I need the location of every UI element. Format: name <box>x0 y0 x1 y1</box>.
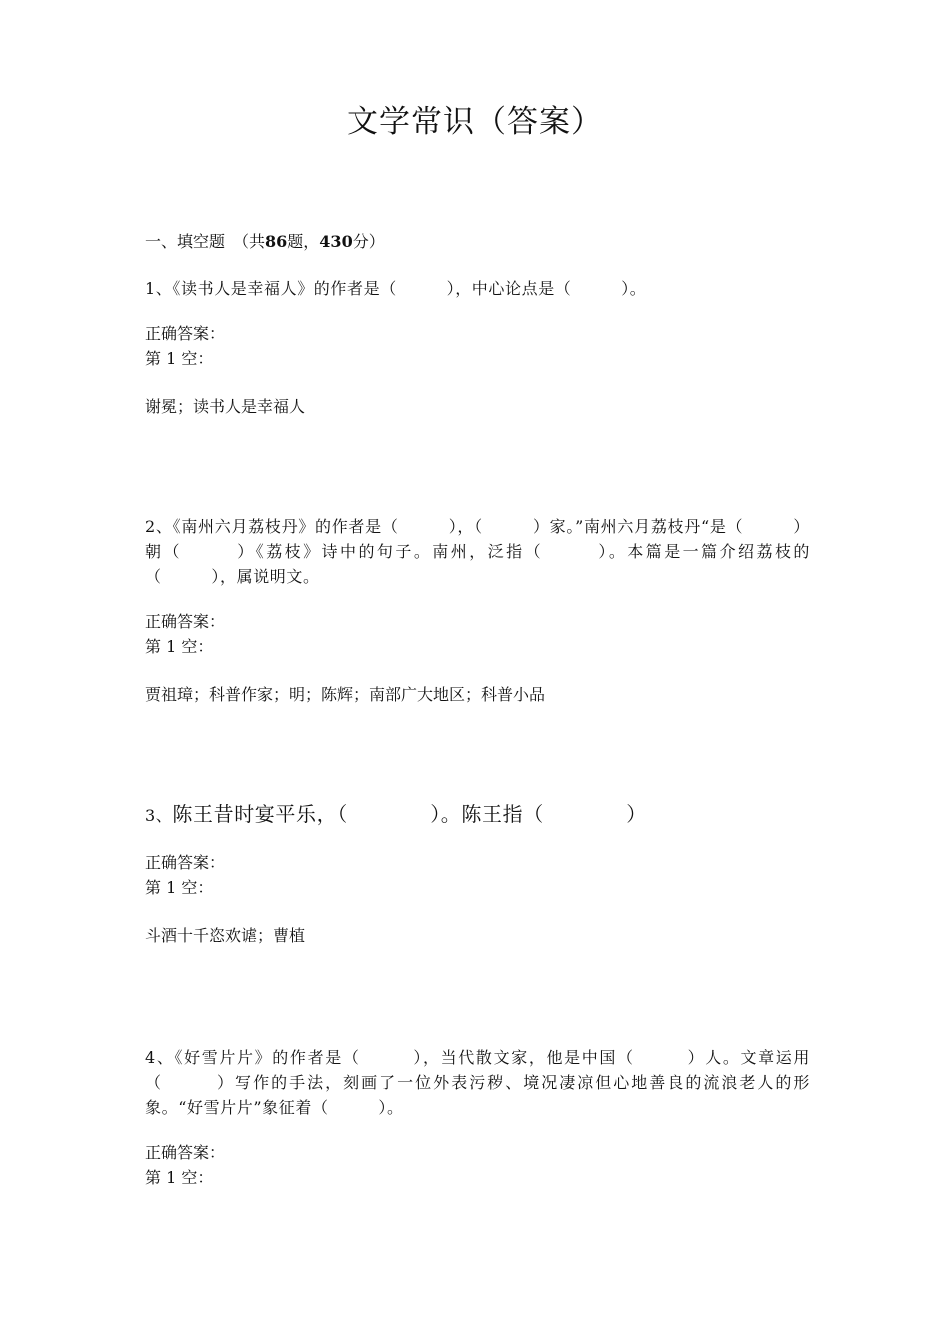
question-text <box>145 514 810 589</box>
page-title: 文学常识（答案） <box>347 104 603 140</box>
question-1 <box>145 276 810 419</box>
answer-label: 正确答案： <box>145 1143 226 1162</box>
blank-label: 第 1 空： <box>145 349 214 368</box>
question-count: 86 <box>265 232 288 251</box>
question-number: 2、 <box>145 517 173 536</box>
question-body: 《好雪片片》的作者是（ ），当代散文家，他是中国（ ）人。文章运用（ ）写作的手法，刻画了一位外表污秽、境况凄凉但心地善良的流浪老人的形象。“好雪片片”象征着（ ）。 <box>145 1048 811 1117</box>
section-prefix: 一、填空题 （共 <box>145 232 266 251</box>
question-number: 4、 <box>145 1048 175 1067</box>
answer-text: 贾祖璋；科普作家；明；陈辉；南部广大地区；科普小品 <box>145 685 546 704</box>
question-number: 1、 <box>145 279 173 298</box>
question-2 <box>145 514 810 707</box>
answer-text: 谢冕；读书人是幸福人 <box>145 397 306 416</box>
total-score: 430 <box>319 232 353 251</box>
blank-label: 第 1 空： <box>145 1168 214 1187</box>
question-body: 陈王昔时宴平乐，（ ）。陈王指（ ） <box>172 802 647 826</box>
section-mid: 题， <box>287 232 320 251</box>
section-heading <box>145 229 385 255</box>
answer-label: 正确答案： <box>145 324 226 343</box>
answer-label: 正确答案： <box>145 612 226 631</box>
section-suffix: 分） <box>352 232 385 251</box>
blank-label: 第 1 空： <box>145 637 214 656</box>
question-number: 3、 <box>145 806 173 825</box>
question-text <box>145 276 810 301</box>
question-4 <box>145 1045 810 1190</box>
question-3 <box>145 800 810 948</box>
question-body: 《读书人是幸福人》的作者是（ ），中心论点是（ ）。 <box>172 279 647 298</box>
answer-text: 斗酒十千恣欢谑；曹植 <box>145 926 306 945</box>
answer-label: 正确答案： <box>145 853 226 872</box>
question-text <box>145 800 810 830</box>
question-text <box>145 1045 810 1120</box>
question-body: 《南州六月荔枝丹》的作者是（ ），（ ）家。”南州六月荔枝丹“是（ ）朝（ ）《荔枝》诗中的句子。南州，泛指（ ）。本篇是一篇介绍荔枝的（ ），属说明文。 <box>145 517 810 586</box>
blank-label: 第 1 空： <box>145 878 214 897</box>
